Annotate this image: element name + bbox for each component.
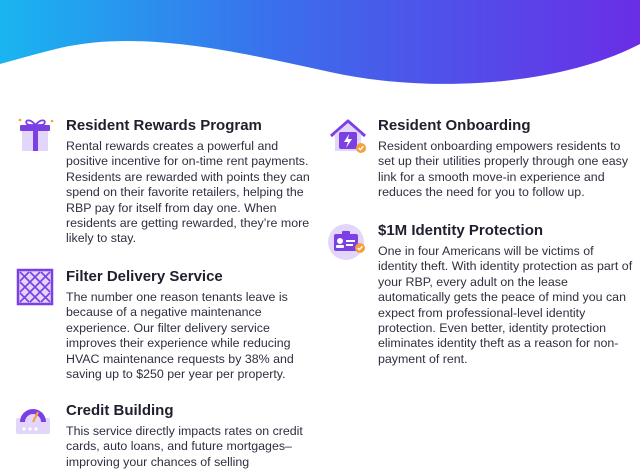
feature-description: Resident onboarding empowers residents to set up their utilities properly through one easy link for a smooth move-in experience and reduces the need for you to follow up. <box>378 139 629 200</box>
feature-identity-protection <box>328 222 638 372</box>
feature-description: This service directly impacts rates on credit cards, auto loans, and future mortgages–improving your chances of selling <box>66 424 303 469</box>
feature-title: Resident Rewards Program <box>66 117 262 134</box>
house-utilities-icon <box>328 117 368 157</box>
feature-title: Credit Building <box>66 402 174 419</box>
credit-gauge-icon <box>16 402 56 442</box>
feature-description: One in four Americans will be victims of identity theft. With identity protection as part of your RBP, every adult on the lease automatically gets the peace of mind you can expect from professional-level identity protection. Even better, identity protection eliminates identity theft as a reason for non-payment of rent. <box>378 244 633 366</box>
feature-resident-onboarding <box>328 117 638 207</box>
feature-description: Rental rewards creates a powerful and positive incentive for on-time rent payments. Residents are rewarded with points they can spend on their favorite retailers, helping the RBP pay for itself from day one. When residents are getting rewarded, they’re more likely to stay. <box>66 139 310 246</box>
header-wave-banner <box>0 0 640 96</box>
feature-title: Resident Onboarding <box>378 117 531 134</box>
feature-title: Filter Delivery Service <box>66 268 223 285</box>
feature-title: $1M Identity Protection <box>378 222 544 239</box>
gift-icon <box>16 117 56 157</box>
feature-resident-rewards <box>16 117 316 247</box>
feature-description: The number one reason tenants leave is because of a negative maintenance experience. Our filter delivery service improves their experience while reducing HVAC maintenance requests by 38% and saving up to $250 per year per property. <box>66 290 294 382</box>
air-filter-icon <box>16 268 56 308</box>
feature-credit-building <box>16 402 316 472</box>
feature-filter-delivery <box>16 268 316 383</box>
id-card-icon <box>328 222 368 262</box>
